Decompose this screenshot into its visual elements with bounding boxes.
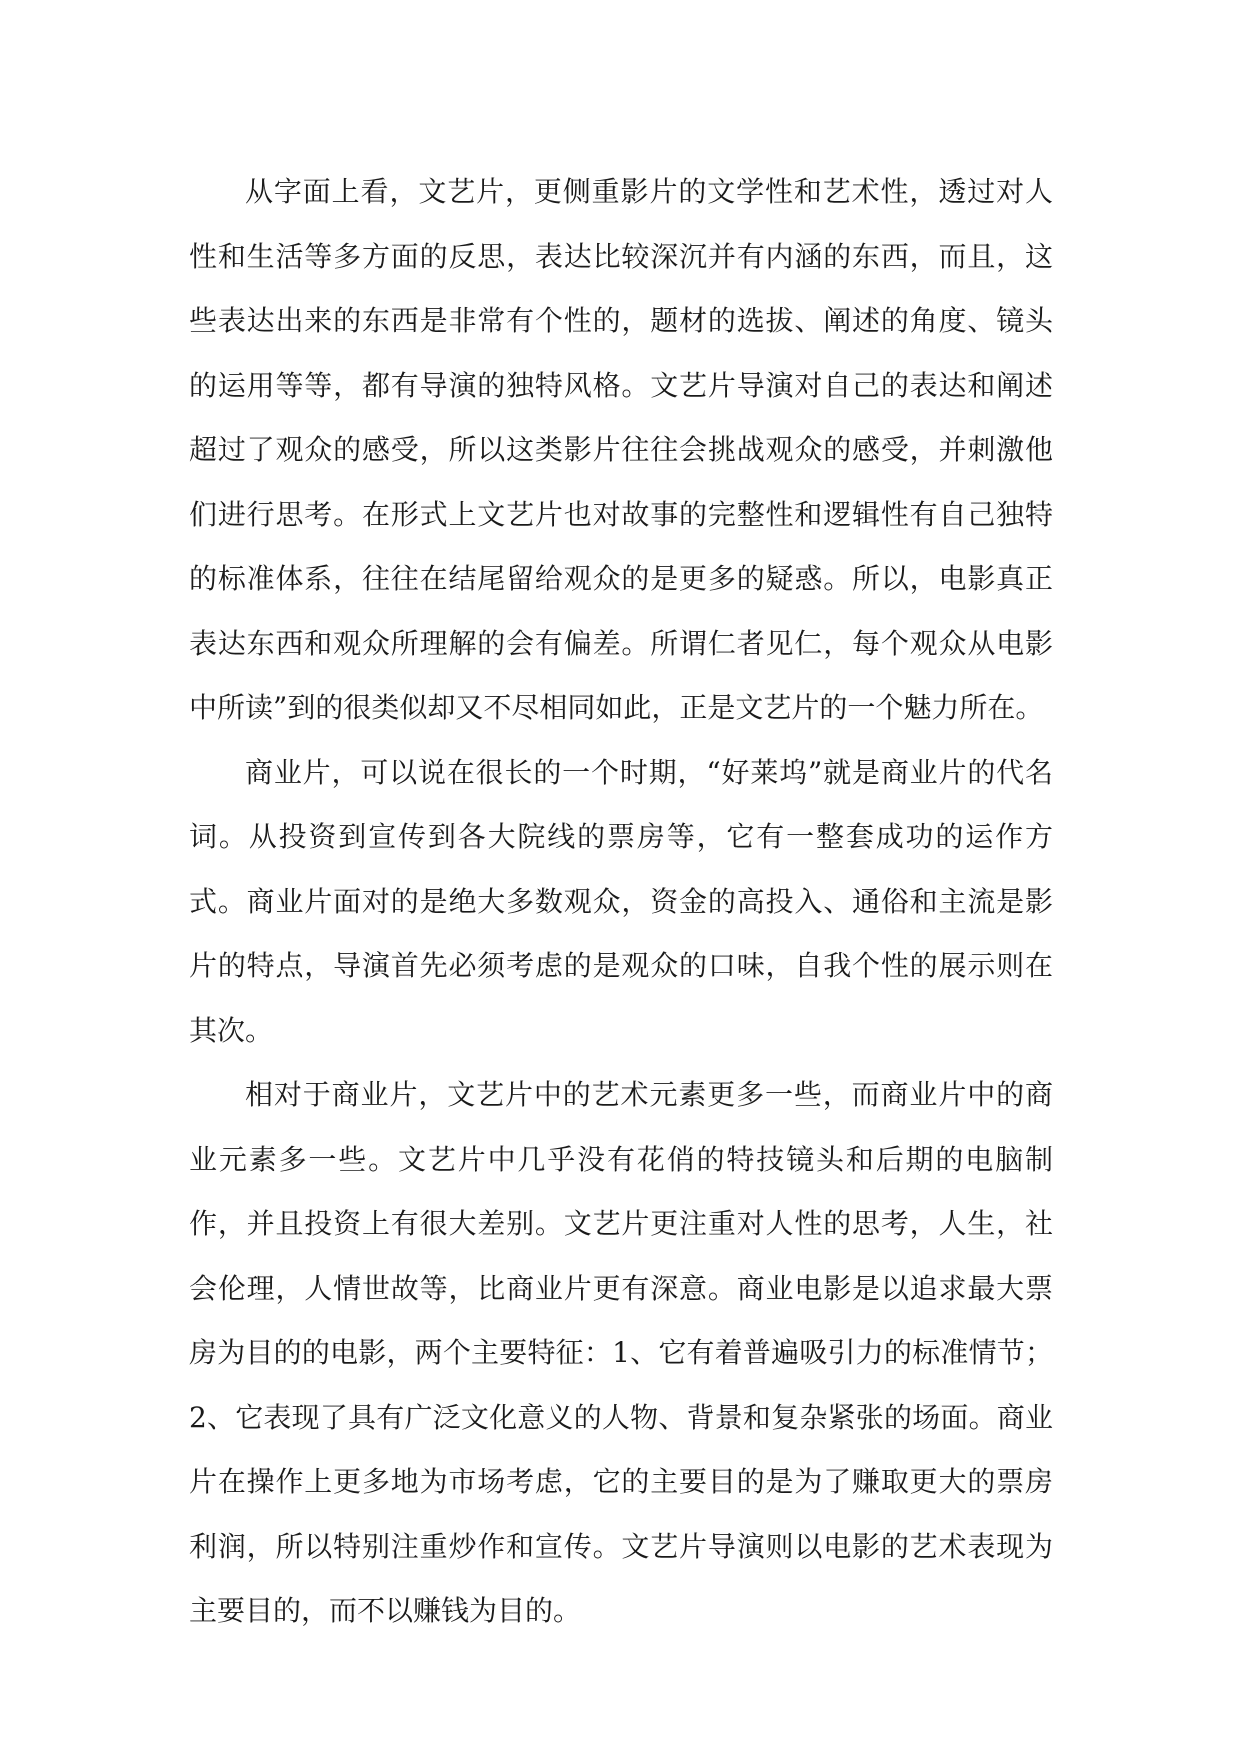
paragraph-comparison: 相对于商业片，文艺片中的艺术元素更多一些，而商业片中的商业元素多一些。文艺片中几乎没有花俏的特技镜头和后期的电脑制作，并且投资上有很大差别。文艺片更注重对人性的思考，人生，社会伦理，人情世故等，比商业片更有深意。商业电影是以追求最大票房为目的的电影，两个主要特征：1、它有着普遍吸引力的标准情节；2、它表现了具有广泛文化意义的人物、背景和复杂紧张的场面。商业片在操作上更多地为市场考虑，它的主要目的是为了赚取更大的票房利润，所以特别注重炒作和宣传。文艺片导演则以电影的艺术表现为主要目的，而不以赚钱为目的。 xyxy=(189,1078,1053,1627)
paragraph-art-film: 从字面上看，文艺片，更侧重影片的文学性和艺术性，透过对人性和生活等多方面的反思，表达比较深沉并有内涵的东西，而且，这些表达出来的东西是非常有个性的，题材的选拔、阐述的角度、镜头的运用等等，都有导演的独特风格。文艺片导演对自己的表达和阐述超过了观众的感受，所以这类影片往往会挑战观众的感受，并刺激他们进行思考。在形式上文艺片也对故事的完整性和逻辑性有自己独特的标准体系，往往在结尾留给观众的是更多的疑惑。所以，电影真正表达东西和观众所理解的会有偏差。所谓仁者见仁，每个观众从电影中所读”到的很类似却又不尽相同如此，正是文艺片的一个魅力所在。 xyxy=(189,175,1053,724)
document-body xyxy=(189,160,1053,1644)
paragraph-commercial-film: 商业片，可以说在很长的一个时期，“好莱坞”就是商业片的代名词。从投资到宣传到各大院线的票房等，它有一整套成功的运作方式。商业片面对的是绝大多数观众，资金的高投入、通俗和主流是影片的特点，导演首先必须考虑的是观众的口味，自我个性的展示则在其次。 xyxy=(189,755,1053,1047)
